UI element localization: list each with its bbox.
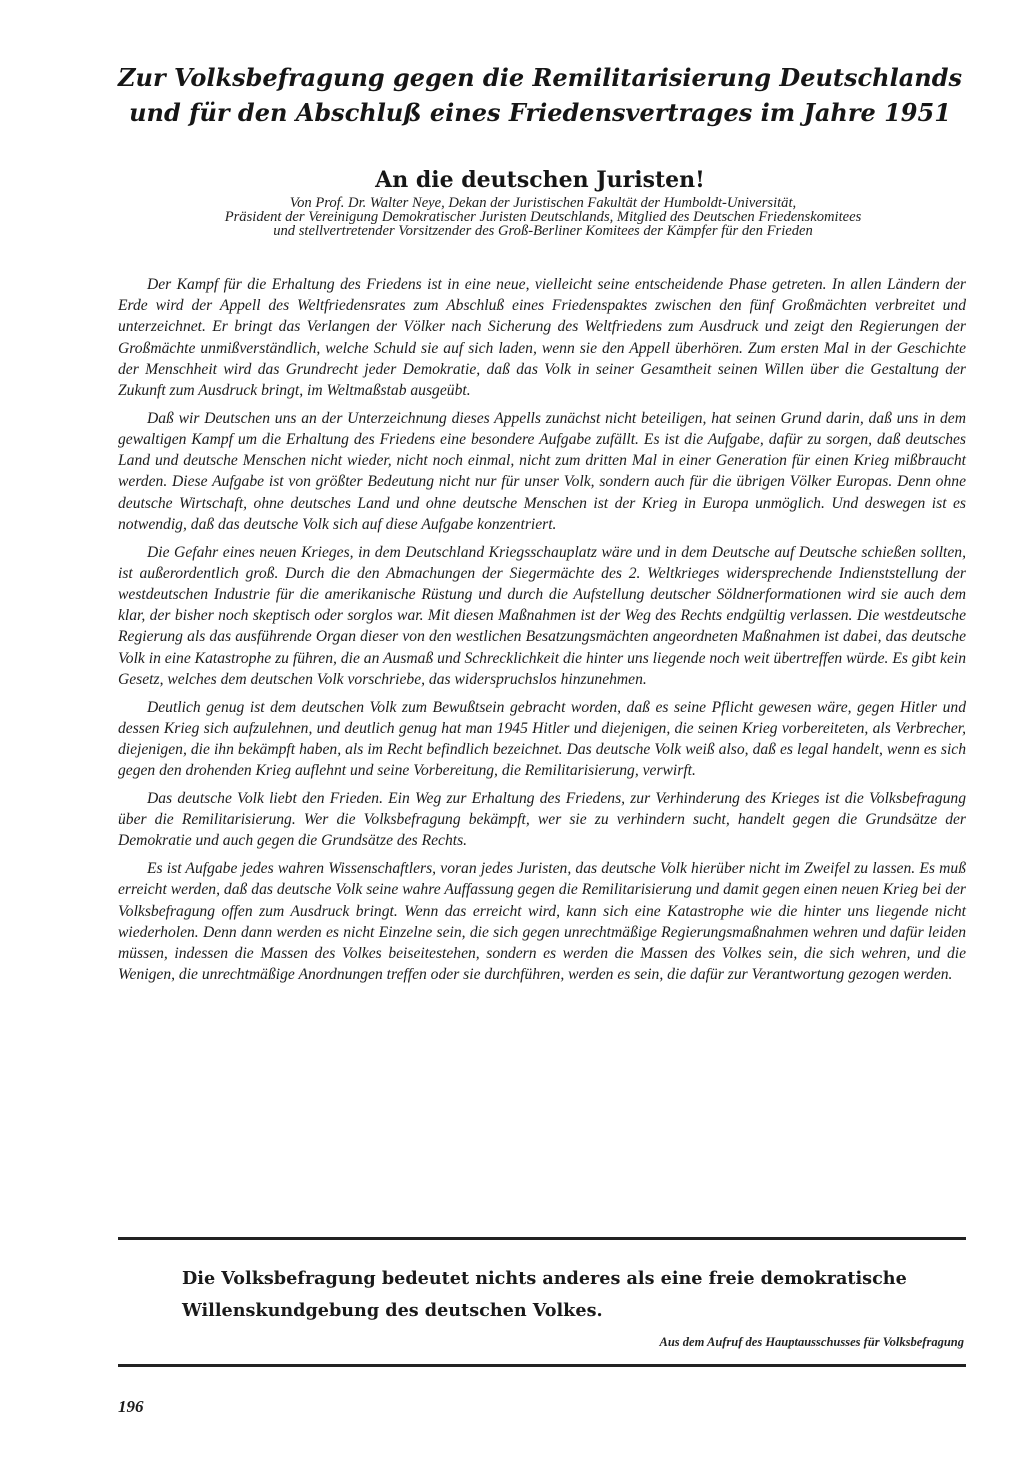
article-paragraph-2: Daß wir Deutschen uns an der Unterzeichnung dieses Appells zunächst nicht beteiligen, hat seinen Grund darin, daß uns in dem gewaltigen Kampf um die Erhaltung des Friedens eine besondere Aufgabe zufällt. Es ist die Aufgabe, dafür zu sorgen, daß deutsches Land und deutsche Menschen nicht wieder, nicht noch einmal, nicht zum dritten Mal in einer Generation für einen Krieg mißbraucht werden. Diese Aufgabe ist von größter Bedeutung nicht nur für unser Volk, sondern auch für die übrigen Völker Europas. Denn ohne deutsche Wirtschaft, ohne deutsches Land und ohne deutsche Menschen ist der Krieg in Europa unmöglich. Und deswegen ist es notwendig, daß das deutsche Volk sich auf diese Aufgabe konzentriert. xyxy=(118,409,966,533)
article-paragraph-5: Das deutsche Volk liebt den Frieden. Ein Weg zur Erhaltung des Friedens, zur Verhinderung des Krieges ist die Volksbefragung über die Remilitarisierung. Wer die Volksbefragung bekämpft, wer sie zu verhindern sucht, handelt gegen die Grundsätze der Demokratie und auch gegen die Grundsätze des Rechts. xyxy=(118,790,966,850)
callout-quote-line-2: Willenskundgebung des deutschen Volkes. xyxy=(182,1300,603,1321)
author-byline xyxy=(112,196,974,238)
callout-quote xyxy=(182,1263,942,1327)
byline-line-3: und stellvertretender Vorsitzender des Groß-Berliner Komitees der Kämpfer für den Frieden xyxy=(273,223,813,239)
article-paragraph-1: Der Kampf für die Erhaltung des Friedens ist in eine neue, vielleicht seine entscheidende Phase getreten. In allen Ländern der Erde wird der Appell des Weltfriedensrates zum Abschluß eines Friedenspaktes zwischen den fünf Großmächten verbreitet und unterzeichnet. Er bringt das Verlangen der Völker nach Sicherung des Weltfriedens zum Ausdruck und zeigt den Regierungen der Großmächte unmißverständlich, welche Schuld sie auf sich laden, wenn sie den Appell überhören. Zum ersten Mal in der Geschichte der Menschheit wird das Grundrecht jeder Demokratie, daß das Volk in seiner Gesamtheit seinen Willen über die Gestaltung der Zukunft zum Ausdruck bringt, im Weltmaßstab ausgeübt. xyxy=(118,276,966,400)
article-paragraph-3: Die Gefahr eines neuen Krieges, in dem Deutschland Kriegsschauplatz wäre und in dem Deutsche auf Deutsche schießen sollten, ist außerordentlich groß. Durch die den Abmachungen der Siegermächte des 2. Weltkrieges widersprechende Indienststellung der westdeutschen Industrie für die amerikanische Rüstung und durch die Aufstellung deutscher Söldnerformationen wird sie auch dem klar, der bisher noch skeptisch oder sorglos war. Mit diesen Maßnahmen ist der Weg des Rechts endgültig verlassen. Die westdeutsche Regierung als das ausführende Organ dieser von den westlichen Besatzungsmächten angeordneten Maßnahmen ist dabei, das deutsche Volk in eine Katastrophe zu führen, die an Ausmaß und Schrecklichkeit die hinter uns liegende noch weit übertreffen würde. Es gibt kein Gesetz, welches dem deutschen Volk vorschriebe, das widerspruchslos hinzunehmen. xyxy=(118,543,966,688)
byline-line-1: Von Prof. Dr. Walter Neye, Dekan der Juristischen Fakultät der Humboldt-Universität, xyxy=(289,195,797,211)
divider-bottom xyxy=(118,1364,966,1367)
callout-quote-line-1: Die Volksbefragung bedeutet nichts anderes als eine freie demokratische xyxy=(182,1268,907,1289)
headline-line-1: Zur Volksbefragung gegen die Remilitarisierung Deutschlands xyxy=(117,63,962,92)
callout-source: Aus dem Aufruf des Hauptausschusses für Volksbefragung xyxy=(659,1335,964,1349)
byline-line-2: Präsident der Vereinigung Demokratischer Juristen Deutschlands, Mitglied des Deutschen Friedenskomitees xyxy=(224,209,862,225)
page-number: 196 xyxy=(118,1397,144,1416)
article-paragraph-6: Es ist Aufgabe jedes wahren Wissenschaftlers, voran jedes Juristen, das deutsche Volk hierüber nicht im Zweifel zu lassen. Es muß erreicht werden, daß das deutsche Volk seine wahre Auffassung gegen die Remilitarisierung und damit gegen einen neuen Krieg bei der Volksbefragung offen zum Ausdruck bringt. Wenn das erreicht wird, kann sich eine Katastrophe wie die hinter uns liegende nicht wiederholen. Denn dann werden es nicht Einzelne sein, die sich gegen unrechtmäßige Regierungsmaßnahmen wehren und dafür leiden müssen, indessen die Massen des Volkes beiseitestehen, sondern es werden die Massen des Volkes sein, die sich wehren, und die Wenigen, die unrechtmäßige Anordnungen treffen oder sie durchführen, werden es sein, die dafür zur Verantwortung gezogen werden. xyxy=(118,860,966,984)
article-title: An die deutschen Juristen! xyxy=(375,167,705,193)
article-paragraph-4: Deutlich genug ist dem deutschen Volk zum Bewußtsein gebracht worden, daß es seine Pflicht gewesen wäre, gegen Hitler und dessen Krieg sich aufzulehnen, und deutlich genug hat man 1945 Hitler und diejenigen, die seinen Krieg vorbereiteten, als Verbrecher, diejenigen, die ihn bekämpft haben, als im Recht befindlich bezeichnet. Das deutsche Volk weiß also, daß es legal handelt, wenn es sich gegen den drohenden Krieg auflehnt und seine Vorbereitung, die Remilitarisierung, verwirft. xyxy=(118,698,966,780)
divider-top xyxy=(118,1237,966,1240)
article-body xyxy=(118,274,966,992)
headline-line-2: und für den Abschluß eines Friedensvertrages im Jahre 1951 xyxy=(129,98,951,127)
headline xyxy=(100,60,980,130)
